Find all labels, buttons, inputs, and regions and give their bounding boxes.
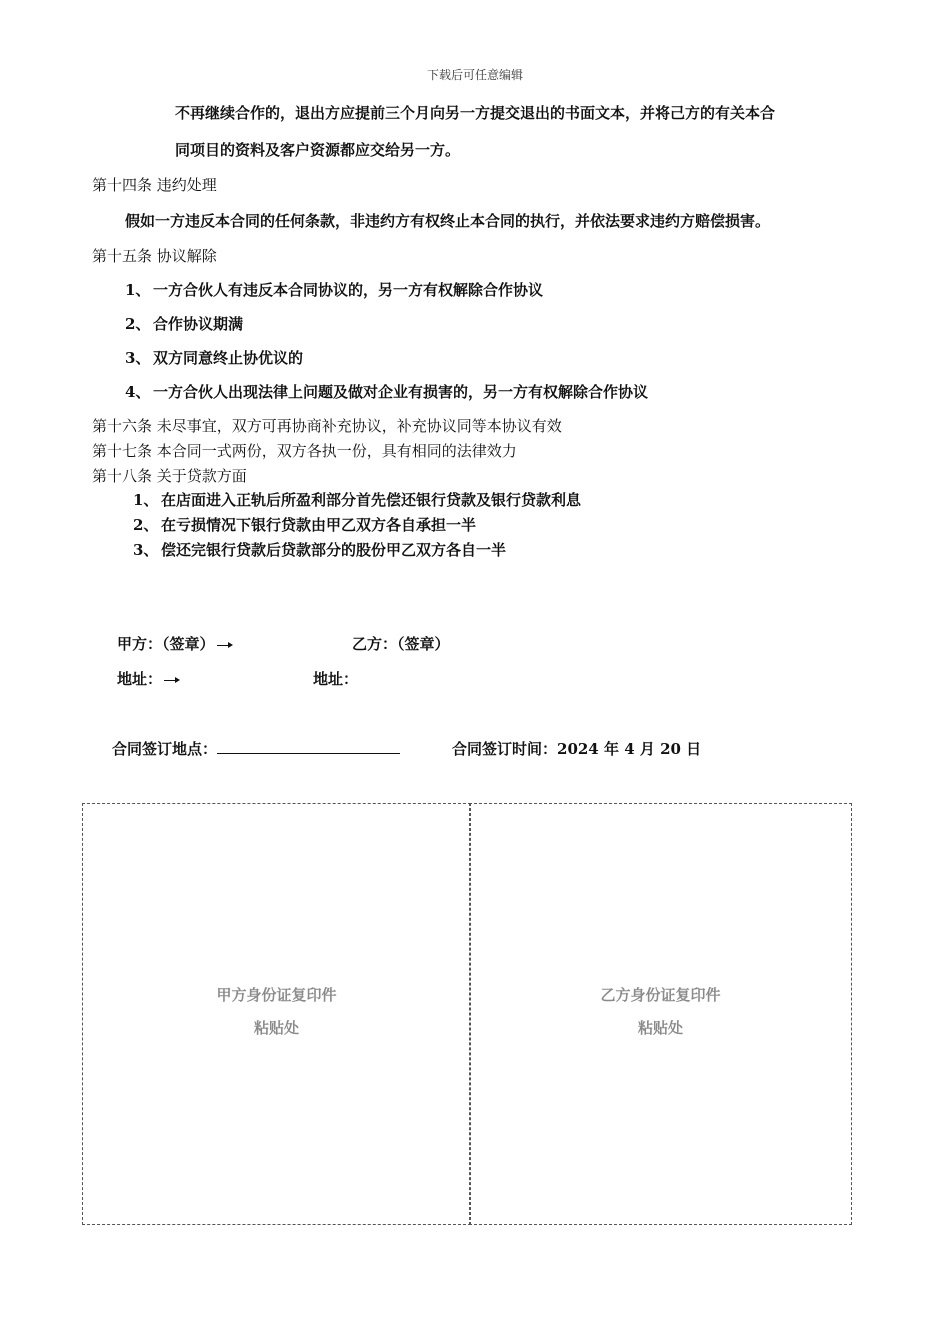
article-15-item [125,313,243,334]
item-text: 双方同意终止协优议的 [153,349,304,367]
party-a-sign-label: 甲方：（签章） [117,635,215,653]
item-number: 3、 [133,541,159,559]
arrow-icon [217,640,235,650]
item-text: 在店面进入正轨后所盈利部分首先偿还银行贷款及银行贷款利息 [161,491,582,509]
article-15-title: 第十五条 协议解除 [92,247,217,265]
party-a-signature [117,633,235,654]
item-number: 2、 [125,315,151,333]
contract-time: 合同签订时间：2024 年 4 月 20 日 [452,740,702,758]
item-text: 一方合伙人有违反本合同协议的，另一方有权解除合作协议 [153,281,544,299]
contract-place [112,738,400,759]
item-text: 在亏损情况下银行贷款由甲乙双方各自承担一半 [161,516,477,534]
article-14-body: 假如一方违反本合同的任何条款，非违约方有权终止本合同的执行，并依法要求违约方赔偿损害。 [125,212,771,230]
party-a-id-label: 甲方身份证复印件 [216,986,337,1004]
contract-place-blank[interactable] [217,739,400,754]
party-b-id-label: 乙方身份证复印件 [600,986,721,1004]
article-17: 第十七条 本合同一式两份，双方各执一份，具有相同的法律效力 [92,442,517,460]
article-18-item [133,539,506,560]
article-18-item [133,514,476,535]
item-number: 1、 [125,281,151,299]
party-a-address-label: 地址： [117,670,163,688]
party-b-paste-label: 粘贴处 [637,1019,683,1037]
item-number: 4、 [125,383,151,401]
continuation-line-2: 同项目的资料及客户资源都应交给另一方。 [175,141,461,159]
article-18-item [133,489,581,510]
party-a-paste-label: 粘贴处 [253,1019,299,1037]
item-number: 2、 [133,516,159,534]
article-15-item [125,381,648,402]
contract-place-label: 合同签订地点： [112,740,218,758]
party-b-sign-label: 乙方：（签章） [352,635,450,653]
page-header: 下载后可任意编辑 [426,68,523,82]
party-a-address [117,668,182,689]
item-number: 1、 [133,491,159,509]
item-text: 一方合伙人出现法律上问题及做对企业有损害的，另一方有权解除合作协议 [153,383,649,401]
article-15-item [125,279,543,300]
party-b-id-paste-area [469,803,852,1225]
item-text: 偿还完银行贷款后贷款部分的股份甲乙双方各自一半 [161,541,507,559]
item-number: 3、 [125,349,151,367]
article-14-title: 第十四条 违约处理 [92,176,217,194]
article-15-item [125,347,303,368]
party-a-id-paste-area [82,803,471,1225]
party-b-address-label: 地址： [313,670,359,688]
article-16: 第十六条 未尽事宜，双方可再协商补充协议，补充协议同等本协议有效 [92,417,562,435]
continuation-line-1: 不再继续合作的，退出方应提前三个月向另一方提交退出的书面文本，并将己方的有关本合 [175,104,776,122]
article-18-title: 第十八条 关于贷款方面 [92,467,247,485]
item-text: 合作协议期满 [153,315,244,333]
arrow-icon [164,675,182,685]
